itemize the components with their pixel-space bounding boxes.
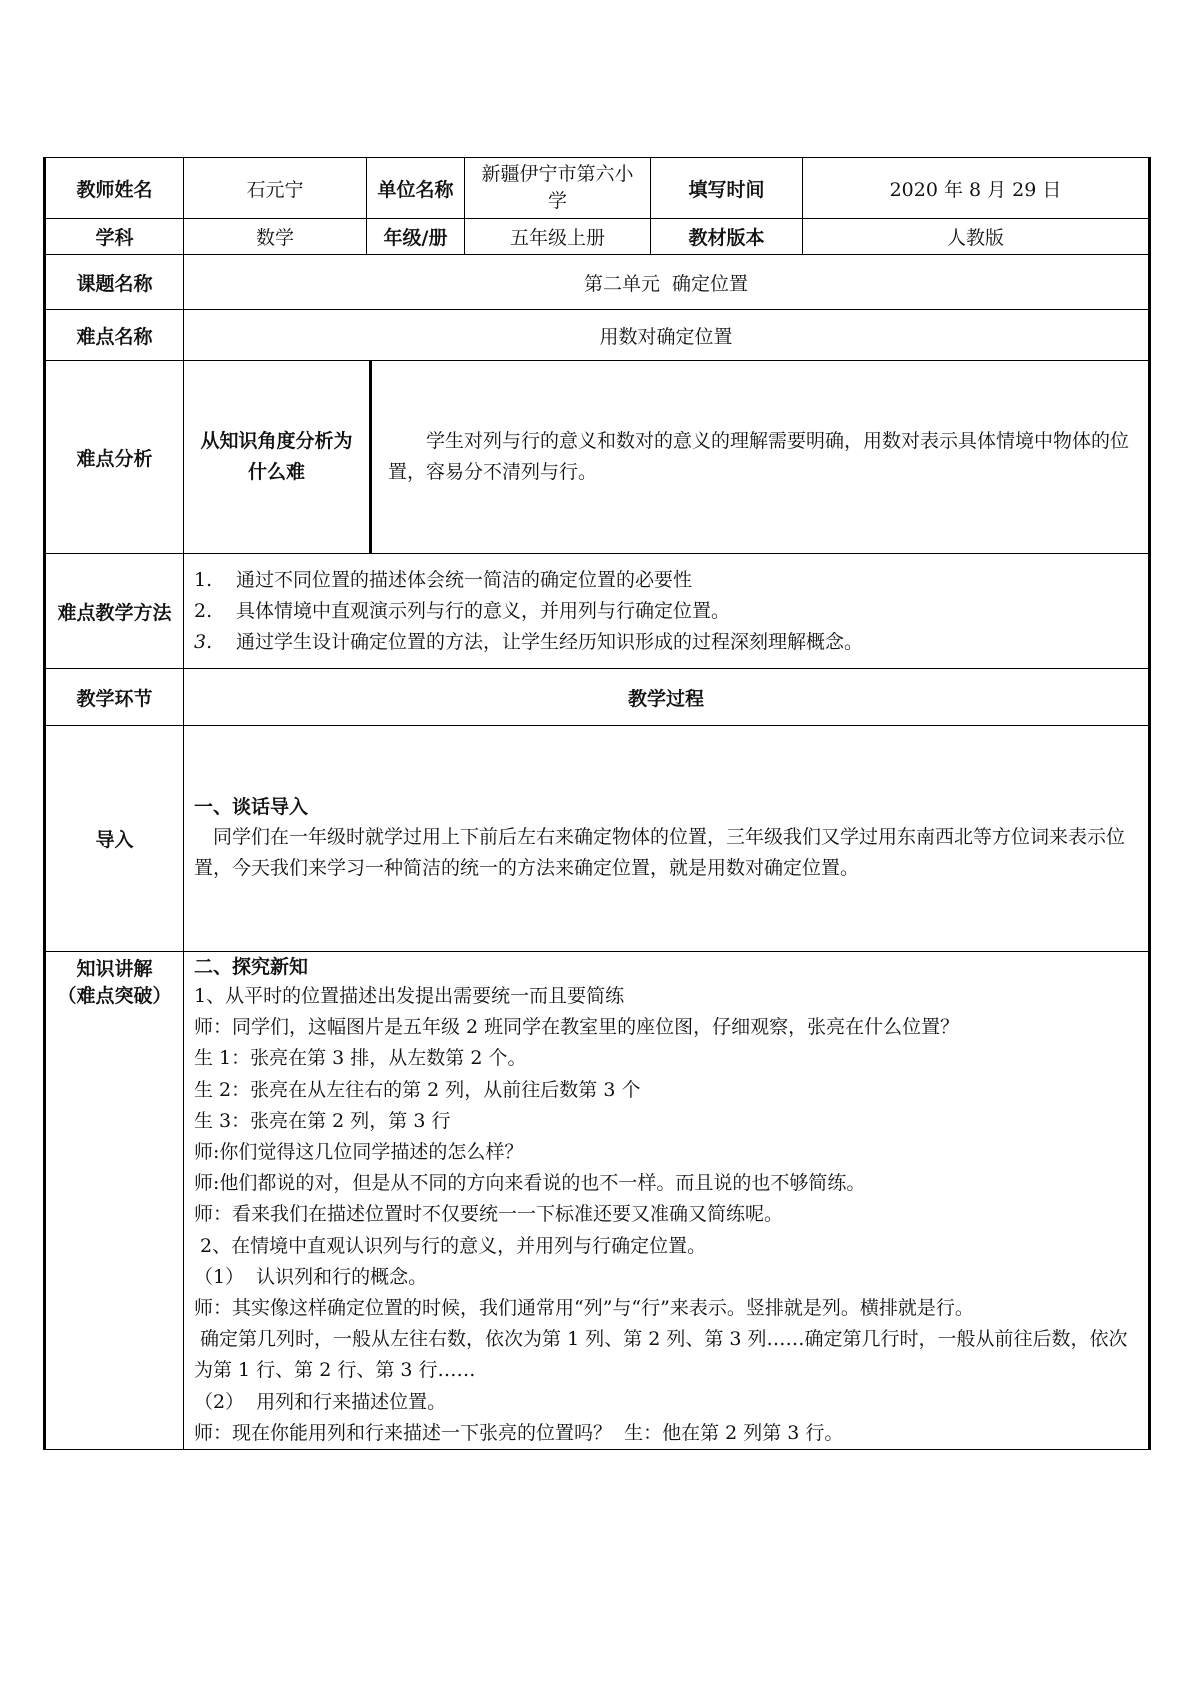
knowledge-line: 师：其实像这样确定位置的时候，我们通常用“列”与“行”来表示。竖排就是列。横排就是行。 (194, 1297, 974, 1320)
header-row-2 (45, 219, 1150, 255)
knowledge-line: 师：现在你能用列和行来描述一下张亮的位置吗？ 生：他在第 2 列第 3 行。 (194, 1421, 844, 1444)
grade-label: 年级/册 (367, 219, 465, 255)
knowledge-line: 师：看来我们在描述位置时不仅要统一一下标准还要又准确又简练呢。 (194, 1203, 784, 1226)
topic-value: 第二单元 确定位置 (184, 255, 1150, 310)
grade-value: 五年级上册 (465, 219, 651, 255)
method-item-text: 通过学生设计确定位置的方法，让学生经历知识形成的过程深刻理解概念。 (236, 630, 864, 653)
date-label: 填写时间 (651, 158, 803, 219)
stage-label: 教学环节 (45, 669, 184, 726)
knowledge-row (45, 952, 1150, 1450)
method-item (194, 627, 1138, 658)
analysis-text-content: 学生对列与行的意义和数对的意义的理解需要明确，用数对表示具体情境中物体的位置，容易分不清列与行。 (388, 430, 1130, 483)
lesson-plan-table (43, 157, 1151, 1450)
analysis-label: 难点分析 (45, 361, 184, 554)
knowledge-line: 师:你们觉得这几位同学描述的怎么样？ (194, 1141, 524, 1164)
subject-label: 学科 (45, 219, 184, 255)
analysis-text (372, 361, 1148, 553)
knowledge-line: 1、从平时的位置描述出发提出需要统一而且要简练 (194, 985, 625, 1007)
intro-content (184, 726, 1150, 952)
teacher-value: 石元宁 (184, 158, 367, 219)
intro-label: 导入 (45, 726, 184, 952)
knowledge-line: 生 3：张亮在第 2 列，第 3 行 (194, 1109, 451, 1132)
knowledge-title: 二、探究新知 (194, 956, 309, 978)
topic-row (45, 255, 1150, 310)
method-item (194, 596, 1138, 627)
knowledge-line: 生 2：张亮在从左往右的第 2 列，从前往后数第 3 个 (194, 1078, 641, 1101)
method-item-text: 具体情境中直观演示列与行的意义，并用列与行确定位置。 (236, 599, 731, 622)
method-item-text: 通过不同位置的描述体会统一简洁的确定位置的必要性 (236, 568, 693, 591)
knowledge-line: 2、在情境中直观认识列与行的意义，并用列与行确定位置。 (194, 1234, 707, 1257)
knowledge-label-line1: 知识讲解 (76, 958, 153, 980)
method-content (184, 554, 1150, 669)
method-item-num: 2. (194, 599, 213, 622)
intro-title: 一、谈话导入 (194, 796, 309, 818)
difficulty-value: 用数对确定位置 (184, 310, 1150, 361)
analysis-content (184, 361, 1150, 554)
method-item-num: 1. (194, 568, 213, 591)
knowledge-label (45, 952, 184, 1450)
date-value: 2020 年 8 月 29 日 (803, 158, 1150, 219)
topic-label: 课题名称 (45, 255, 184, 310)
method-item (194, 565, 1138, 596)
method-label: 难点教学方法 (45, 554, 184, 669)
edition-label: 教材版本 (651, 219, 803, 255)
knowledge-line: 确定第几列时，一般从左往右数，依次为第 1 列、第 2 列、第 3 列……确定第几行时，一般从前往后数，依次为第 1 行、第 2 行、第 3 行…… (194, 1328, 1128, 1382)
knowledge-line: 生 1：张亮在第 3 排，从左数第 2 个。 (194, 1047, 527, 1070)
difficulty-label: 难点名称 (45, 310, 184, 361)
intro-text: 同学们在一年级时就学过用上下前后左右来确定物体的位置，三年级我们又学过用东南西北等方位词来表示位置，今天我们来学习一种简洁的统一的方法来确定位置，就是用数对确定位置。 (194, 826, 1126, 879)
knowledge-content (184, 952, 1150, 1450)
method-list (194, 565, 1138, 658)
unit-label: 单位名称 (367, 158, 465, 219)
knowledge-line: （2） 用列和行来描述位置。 (194, 1390, 447, 1413)
header-row-1 (45, 158, 1150, 219)
method-row (45, 554, 1150, 669)
difficulty-row (45, 310, 1150, 361)
lesson-plan-sheet (43, 157, 1148, 1450)
analysis-row (45, 361, 1150, 554)
knowledge-line: （1） 认识列和行的概念。 (194, 1265, 428, 1288)
knowledge-line: 师:他们都说的对，但是从不同的方向来看说的也不一样。而且说的也不够简练。 (194, 1172, 866, 1195)
process-header-row (45, 669, 1150, 726)
intro-row (45, 726, 1150, 952)
teacher-label: 教师姓名 (45, 158, 184, 219)
edition-value: 人教版 (803, 219, 1150, 255)
subject-value: 数学 (184, 219, 367, 255)
unit-value: 新疆伊宁市第六小学 (465, 158, 651, 219)
process-label: 教学过程 (184, 669, 1150, 726)
knowledge-label-line2: （难点突破） (57, 985, 172, 1007)
analysis-sub-label: 从知识角度分析为什么难 (184, 361, 372, 553)
method-item-num: 3. (194, 630, 213, 653)
knowledge-line: 师：同学们，这幅图片是五年级 2 班同学在教室里的座位图，仔细观察，张亮在什么位置？ (194, 1016, 960, 1039)
